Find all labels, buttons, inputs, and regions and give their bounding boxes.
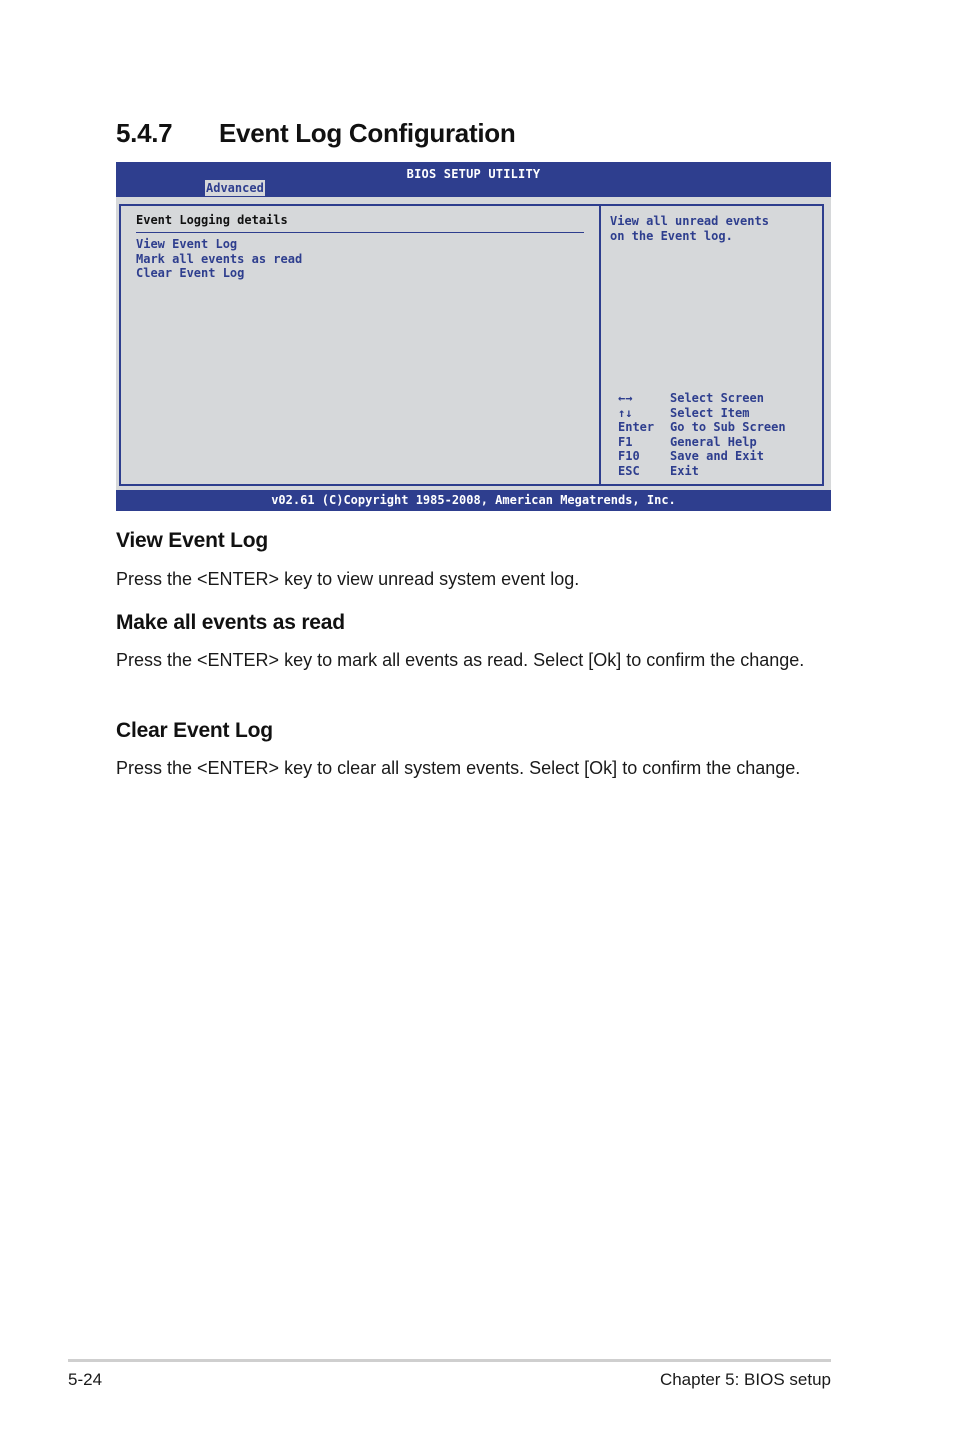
key-row xyxy=(618,406,786,421)
heading-mark-all-read: Make all events as read xyxy=(116,611,345,634)
key-description: Select Screen xyxy=(670,391,764,405)
footer-divider xyxy=(68,1359,831,1362)
key-label: ←→ xyxy=(618,391,633,405)
menu-item-clear-event-log[interactable]: Clear Event Log xyxy=(136,266,245,280)
bios-screen xyxy=(116,162,831,511)
key-row xyxy=(618,435,786,450)
heading-view-event-log: View Event Log xyxy=(116,529,269,552)
bios-copyright: v02.61 (C)Copyright 1985-2008, American Megatrends, Inc. xyxy=(116,490,831,511)
menu-list xyxy=(136,237,302,281)
heading-clear-event-log: Clear Event Log xyxy=(116,719,273,742)
key-row xyxy=(618,391,786,406)
help-text: View all unread events on the Event log. xyxy=(610,214,769,243)
tab-advanced[interactable]: Advanced xyxy=(206,181,264,195)
key-label: ↑↓ xyxy=(618,405,633,420)
menu-item-mark-all-read[interactable]: Mark all events as read xyxy=(136,251,303,266)
paragraph-mark-all-read: Press the <ENTER> key to mark all events as read. Select [Ok] to confirm the change. xyxy=(116,650,805,670)
bios-body xyxy=(119,204,824,486)
key-description: Select Item xyxy=(670,405,750,420)
key-label: Enter xyxy=(618,420,655,434)
key-description: General Help xyxy=(670,434,757,449)
panel-heading: Event Logging details xyxy=(136,213,288,227)
key-description: Exit xyxy=(670,463,699,478)
panel-separator xyxy=(599,206,601,484)
menu-item-view-event-log[interactable]: View Event Log xyxy=(136,237,238,251)
key-description: Go to Sub Screen xyxy=(670,420,786,434)
key-row xyxy=(618,420,786,435)
key-row xyxy=(618,464,786,479)
page-number: 5-24 xyxy=(68,1370,103,1389)
chapter-label: Chapter 5: BIOS setup xyxy=(659,1370,831,1389)
bios-header xyxy=(116,162,831,197)
key-legend xyxy=(618,391,786,478)
paragraph-clear-event-log: Press the <ENTER> key to clear all system events. Select [Ok] to confirm the change. xyxy=(116,758,801,778)
section-number: 5.4.7 xyxy=(116,118,173,148)
bios-title: BIOS SETUP UTILITY xyxy=(406,167,541,181)
panel-divider-line xyxy=(136,232,584,233)
key-description: Save and Exit xyxy=(670,449,764,463)
key-row xyxy=(618,449,786,464)
paragraph-view-event-log: Press the <ENTER> key to view unread system event log. xyxy=(116,569,580,589)
key-label: F10 xyxy=(618,449,640,463)
section-title xyxy=(116,118,515,149)
key-label: F1 xyxy=(618,434,633,449)
section-title-text: Event Log Configuration xyxy=(219,118,516,148)
key-label: ESC xyxy=(618,463,640,478)
